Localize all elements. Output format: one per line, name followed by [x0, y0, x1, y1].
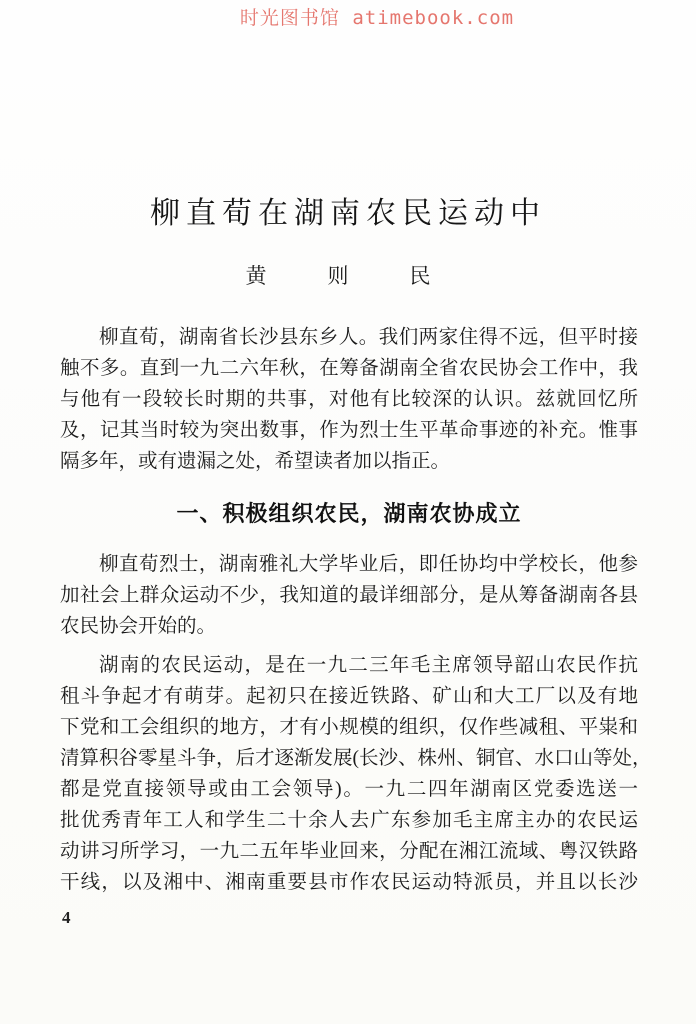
text-line: 农民协会开始的。	[60, 616, 217, 637]
text-line: 都是党直接领导或由工会领导)。一九二四年湖南区党委选送一	[60, 779, 638, 800]
paragraph-liu-background	[60, 549, 638, 642]
text-line: 柳直荀，湖南省长沙县东乡人。我们两家住得不远，但平时接	[99, 327, 638, 348]
text-line: 加社会上群众运动不少，我知道的最详细部分，是从筹备湖南各县	[60, 585, 638, 606]
text-line: 清算积谷零星斗争，后才逐渐发展(长沙、株州、铜官、水口山等处，	[60, 748, 652, 769]
article-title: 柳直荀在湖南农民运动中	[150, 197, 546, 230]
paragraph-intro	[60, 322, 638, 477]
text-line: 隔多年，或有遗漏之处，希望读者加以指正。	[60, 451, 451, 472]
text-line: 及，记其当时较为突出数事，作为烈士生平革命事迹的补充。惟事	[60, 420, 638, 441]
text-line: 下党和工会组织的地方，才有小规模的组织，仅作些减租、平粜和	[60, 717, 638, 738]
site-watermark: 时光图书馆 atimebook.com	[239, 7, 515, 29]
text-line: 湖南的农民运动，是在一九二三年毛主席领导韶山农民作抗	[99, 655, 638, 676]
text-line: 柳直荀烈士，湖南雅礼大学毕业后，即任协均中学校长，他参	[99, 554, 638, 575]
paragraph-peasant-movement	[60, 650, 652, 898]
text-line: 批优秀青年工人和学生二十余人去广东参加毛主席主办的农民运	[60, 810, 638, 831]
section-heading: 一、积极组织农民，湖南农协成立	[176, 501, 522, 526]
text-line: 触不多。直到一九二六年秋，在筹备湖南全省农民协会工作中，我	[60, 358, 638, 379]
page-number: 4	[62, 908, 71, 927]
text-line: 动讲习所学习，一九二五年毕业回来，分配在湘江流域、粤汉铁路	[60, 841, 638, 862]
text-line: 干线，以及湘中、湘南重要县市作农民运动特派员，并且以长沙	[60, 872, 638, 893]
text-line: 租斗争起才有萌芽。起初只在接近铁路、矿山和大工厂以及有地	[60, 686, 638, 707]
text-line: 与他有一段较长时期的共事，对他有比较深的认识。兹就回忆所	[60, 389, 638, 410]
article-body	[60, 322, 652, 898]
author-byline: 黄 则 民	[245, 264, 451, 288]
